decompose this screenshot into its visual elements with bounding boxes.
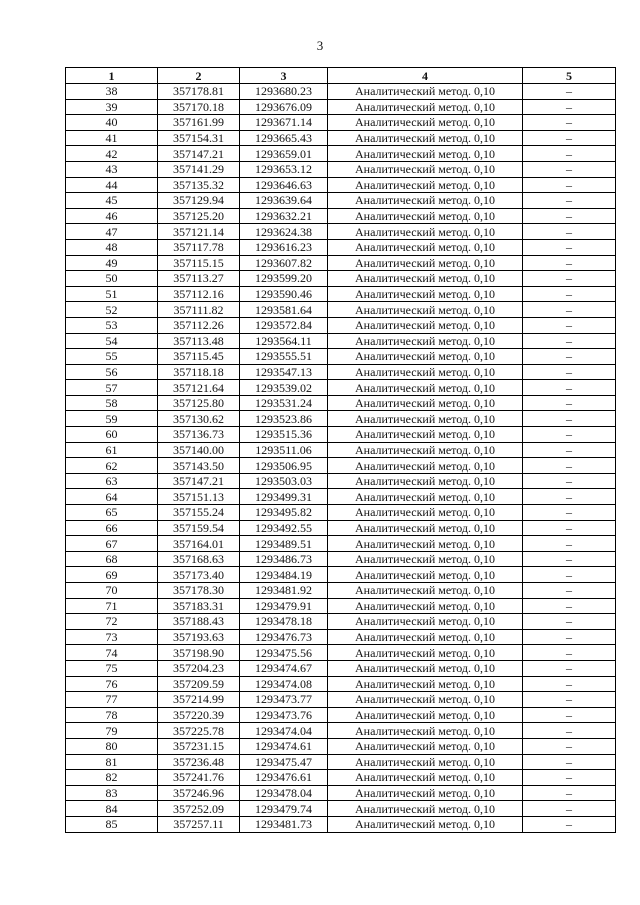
y-coordinate-cell: 1293492.55 — [240, 520, 328, 536]
note-cell: – — [523, 801, 616, 817]
method-accuracy-cell: Аналитический метод. 0,10 — [328, 130, 523, 146]
x-coordinate-cell: 357135.32 — [158, 177, 240, 193]
point-number-cell: 43 — [66, 161, 158, 177]
x-coordinate-cell: 357130.62 — [158, 411, 240, 427]
x-coordinate-cell: 357112.26 — [158, 317, 240, 333]
table-row — [66, 567, 616, 583]
point-number-cell: 52 — [66, 302, 158, 318]
y-coordinate-cell: 1293659.01 — [240, 146, 328, 162]
x-coordinate-cell: 357117.78 — [158, 239, 240, 255]
point-number-cell: 76 — [66, 676, 158, 692]
table-row — [66, 676, 616, 692]
method-accuracy-cell: Аналитический метод. 0,10 — [328, 458, 523, 474]
table-row — [66, 614, 616, 630]
x-coordinate-cell: 357225.78 — [158, 723, 240, 739]
x-coordinate-cell: 357204.23 — [158, 660, 240, 676]
note-cell: – — [523, 520, 616, 536]
method-accuracy-cell: Аналитический метод. 0,10 — [328, 692, 523, 708]
note-cell: – — [523, 84, 616, 100]
y-coordinate-cell: 1293676.09 — [240, 99, 328, 115]
table-row — [66, 505, 616, 521]
note-cell: – — [523, 614, 616, 630]
point-number-cell: 40 — [66, 115, 158, 131]
x-coordinate-cell: 357164.01 — [158, 536, 240, 552]
x-coordinate-cell: 357209.59 — [158, 676, 240, 692]
x-coordinate-cell: 357112.16 — [158, 286, 240, 302]
note-cell: – — [523, 333, 616, 349]
table-row — [66, 473, 616, 489]
note-cell: – — [523, 505, 616, 521]
table-row — [66, 645, 616, 661]
method-accuracy-cell: Аналитический метод. 0,10 — [328, 520, 523, 536]
note-cell: – — [523, 130, 616, 146]
x-coordinate-cell: 357220.39 — [158, 707, 240, 723]
y-coordinate-cell: 1293632.21 — [240, 208, 328, 224]
note-cell: – — [523, 723, 616, 739]
y-coordinate-cell: 1293476.73 — [240, 629, 328, 645]
x-coordinate-cell: 357154.31 — [158, 130, 240, 146]
note-cell: – — [523, 302, 616, 318]
note-cell: – — [523, 629, 616, 645]
point-number-cell: 79 — [66, 723, 158, 739]
y-coordinate-cell: 1293515.36 — [240, 427, 328, 443]
x-coordinate-cell: 357125.20 — [158, 208, 240, 224]
table-row — [66, 692, 616, 708]
x-coordinate-cell: 357231.15 — [158, 738, 240, 754]
note-cell: – — [523, 785, 616, 801]
y-coordinate-cell: 1293671.14 — [240, 115, 328, 131]
x-coordinate-cell: 357113.48 — [158, 333, 240, 349]
x-coordinate-cell: 357147.21 — [158, 146, 240, 162]
point-number-cell: 59 — [66, 411, 158, 427]
method-accuracy-cell: Аналитический метод. 0,10 — [328, 754, 523, 770]
method-accuracy-cell: Аналитический метод. 0,10 — [328, 224, 523, 240]
x-coordinate-cell: 357143.50 — [158, 458, 240, 474]
point-number-cell: 73 — [66, 629, 158, 645]
point-number-cell: 84 — [66, 801, 158, 817]
method-accuracy-cell: Аналитический метод. 0,10 — [328, 302, 523, 318]
method-accuracy-cell: Аналитический метод. 0,10 — [328, 473, 523, 489]
x-coordinate-cell: 357147.21 — [158, 473, 240, 489]
method-accuracy-cell: Аналитический метод. 0,10 — [328, 645, 523, 661]
method-accuracy-cell: Аналитический метод. 0,10 — [328, 442, 523, 458]
table-row — [66, 271, 616, 287]
method-accuracy-cell: Аналитический метод. 0,10 — [328, 239, 523, 255]
y-coordinate-cell: 1293653.12 — [240, 161, 328, 177]
method-accuracy-cell: Аналитический метод. 0,10 — [328, 411, 523, 427]
x-coordinate-cell: 357125.80 — [158, 395, 240, 411]
note-cell: – — [523, 489, 616, 505]
table-row — [66, 816, 616, 832]
table-row — [66, 302, 616, 318]
note-cell: – — [523, 380, 616, 396]
y-coordinate-cell: 1293478.18 — [240, 614, 328, 630]
x-coordinate-cell: 357118.18 — [158, 364, 240, 380]
table-row — [66, 770, 616, 786]
x-coordinate-cell: 357214.99 — [158, 692, 240, 708]
method-accuracy-cell: Аналитический метод. 0,10 — [328, 598, 523, 614]
note-cell: – — [523, 177, 616, 193]
method-accuracy-cell: Аналитический метод. 0,10 — [328, 723, 523, 739]
method-accuracy-cell: Аналитический метод. 0,10 — [328, 286, 523, 302]
point-number-cell: 39 — [66, 99, 158, 115]
method-accuracy-cell: Аналитический метод. 0,10 — [328, 380, 523, 396]
method-accuracy-cell: Аналитический метод. 0,10 — [328, 333, 523, 349]
y-coordinate-cell: 1293624.38 — [240, 224, 328, 240]
y-coordinate-cell: 1293639.64 — [240, 193, 328, 209]
note-cell: – — [523, 286, 616, 302]
point-number-cell: 81 — [66, 754, 158, 770]
y-coordinate-cell: 1293495.82 — [240, 505, 328, 521]
method-accuracy-cell: Аналитический метод. 0,10 — [328, 660, 523, 676]
table-row — [66, 115, 616, 131]
y-coordinate-cell: 1293564.11 — [240, 333, 328, 349]
note-cell: – — [523, 224, 616, 240]
method-accuracy-cell: Аналитический метод. 0,10 — [328, 364, 523, 380]
note-cell: – — [523, 146, 616, 162]
y-coordinate-cell: 1293489.51 — [240, 536, 328, 552]
y-coordinate-cell: 1293680.23 — [240, 84, 328, 100]
y-coordinate-cell: 1293531.24 — [240, 395, 328, 411]
note-cell: – — [523, 255, 616, 271]
point-number-cell: 71 — [66, 598, 158, 614]
point-number-cell: 48 — [66, 239, 158, 255]
y-coordinate-cell: 1293481.73 — [240, 816, 328, 832]
note-cell: – — [523, 239, 616, 255]
point-number-cell: 65 — [66, 505, 158, 521]
table-row — [66, 411, 616, 427]
page-number: 3 — [316, 38, 324, 53]
table-row — [66, 224, 616, 240]
point-number-cell: 54 — [66, 333, 158, 349]
note-cell: – — [523, 364, 616, 380]
x-coordinate-cell: 357257.11 — [158, 816, 240, 832]
table-row — [66, 442, 616, 458]
x-coordinate-cell: 357115.15 — [158, 255, 240, 271]
y-coordinate-cell: 1293478.04 — [240, 785, 328, 801]
method-accuracy-cell: Аналитический метод. 0,10 — [328, 489, 523, 505]
method-accuracy-cell: Аналитический метод. 0,10 — [328, 738, 523, 754]
y-coordinate-cell: 1293475.56 — [240, 645, 328, 661]
table-row — [66, 193, 616, 209]
method-accuracy-cell: Аналитический метод. 0,10 — [328, 317, 523, 333]
column-header: 2 — [158, 68, 240, 84]
y-coordinate-cell: 1293590.46 — [240, 286, 328, 302]
table-row — [66, 754, 616, 770]
table-row — [66, 99, 616, 115]
method-accuracy-cell: Аналитический метод. 0,10 — [328, 770, 523, 786]
table-row — [66, 255, 616, 271]
method-accuracy-cell: Аналитический метод. 0,10 — [328, 161, 523, 177]
note-cell: – — [523, 770, 616, 786]
method-accuracy-cell: Аналитический метод. 0,10 — [328, 583, 523, 599]
x-coordinate-cell: 357170.18 — [158, 99, 240, 115]
table-row — [66, 380, 616, 396]
point-number-cell: 68 — [66, 551, 158, 567]
method-accuracy-cell: Аналитический метод. 0,10 — [328, 551, 523, 567]
note-cell: – — [523, 473, 616, 489]
note-cell: – — [523, 551, 616, 567]
y-coordinate-cell: 1293523.86 — [240, 411, 328, 427]
point-number-cell: 77 — [66, 692, 158, 708]
note-cell: – — [523, 567, 616, 583]
table-row — [66, 660, 616, 676]
y-coordinate-cell: 1293547.13 — [240, 364, 328, 380]
note-cell: – — [523, 458, 616, 474]
y-coordinate-cell: 1293474.67 — [240, 660, 328, 676]
method-accuracy-cell: Аналитический метод. 0,10 — [328, 816, 523, 832]
note-cell: – — [523, 427, 616, 443]
x-coordinate-cell: 357252.09 — [158, 801, 240, 817]
y-coordinate-cell: 1293486.73 — [240, 551, 328, 567]
point-number-cell: 50 — [66, 271, 158, 287]
table-row — [66, 208, 616, 224]
x-coordinate-cell: 357241.76 — [158, 770, 240, 786]
note-cell: – — [523, 161, 616, 177]
table-row — [66, 177, 616, 193]
point-number-cell: 62 — [66, 458, 158, 474]
point-number-cell: 70 — [66, 583, 158, 599]
note-cell: – — [523, 99, 616, 115]
table-row — [66, 551, 616, 567]
point-number-cell: 46 — [66, 208, 158, 224]
method-accuracy-cell: Аналитический метод. 0,10 — [328, 99, 523, 115]
note-cell: – — [523, 707, 616, 723]
point-number-cell: 67 — [66, 536, 158, 552]
note-cell: – — [523, 754, 616, 770]
x-coordinate-cell: 357121.64 — [158, 380, 240, 396]
table-row — [66, 146, 616, 162]
point-number-cell: 57 — [66, 380, 158, 396]
method-accuracy-cell: Аналитический метод. 0,10 — [328, 707, 523, 723]
table-row — [66, 458, 616, 474]
table-row — [66, 629, 616, 645]
table-row — [66, 785, 616, 801]
x-coordinate-cell: 357193.63 — [158, 629, 240, 645]
x-coordinate-cell: 357115.45 — [158, 349, 240, 365]
y-coordinate-cell: 1293475.47 — [240, 754, 328, 770]
y-coordinate-cell: 1293581.64 — [240, 302, 328, 318]
note-cell: – — [523, 411, 616, 427]
method-accuracy-cell: Аналитический метод. 0,10 — [328, 676, 523, 692]
table-row — [66, 723, 616, 739]
note-cell: – — [523, 692, 616, 708]
point-number-cell: 80 — [66, 738, 158, 754]
note-cell: – — [523, 115, 616, 131]
method-accuracy-cell: Аналитический метод. 0,10 — [328, 146, 523, 162]
table-row — [66, 801, 616, 817]
y-coordinate-cell: 1293481.92 — [240, 583, 328, 599]
point-number-cell: 58 — [66, 395, 158, 411]
point-number-cell: 82 — [66, 770, 158, 786]
method-accuracy-cell: Аналитический метод. 0,10 — [328, 427, 523, 443]
point-number-cell: 63 — [66, 473, 158, 489]
table-row — [66, 489, 616, 505]
method-accuracy-cell: Аналитический метод. 0,10 — [328, 208, 523, 224]
table-row — [66, 520, 616, 536]
x-coordinate-cell: 357136.73 — [158, 427, 240, 443]
y-coordinate-cell: 1293484.19 — [240, 567, 328, 583]
table-row — [66, 130, 616, 146]
x-coordinate-cell: 357155.24 — [158, 505, 240, 521]
y-coordinate-cell: 1293473.76 — [240, 707, 328, 723]
y-coordinate-cell: 1293572.84 — [240, 317, 328, 333]
table-row — [66, 364, 616, 380]
method-accuracy-cell: Аналитический метод. 0,10 — [328, 271, 523, 287]
y-coordinate-cell: 1293476.61 — [240, 770, 328, 786]
point-number-cell: 53 — [66, 317, 158, 333]
point-number-cell: 47 — [66, 224, 158, 240]
y-coordinate-cell: 1293555.51 — [240, 349, 328, 365]
y-coordinate-cell: 1293506.95 — [240, 458, 328, 474]
x-coordinate-cell: 357121.14 — [158, 224, 240, 240]
point-number-cell: 41 — [66, 130, 158, 146]
point-number-cell: 78 — [66, 707, 158, 723]
point-number-cell: 38 — [66, 84, 158, 100]
note-cell: – — [523, 738, 616, 754]
y-coordinate-cell: 1293474.61 — [240, 738, 328, 754]
point-number-cell: 60 — [66, 427, 158, 443]
point-number-cell: 45 — [66, 193, 158, 209]
x-coordinate-cell: 357113.27 — [158, 271, 240, 287]
point-number-cell: 75 — [66, 660, 158, 676]
table-row — [66, 598, 616, 614]
point-number-cell: 44 — [66, 177, 158, 193]
method-accuracy-cell: Аналитический метод. 0,10 — [328, 567, 523, 583]
note-cell: – — [523, 271, 616, 287]
table-row — [66, 536, 616, 552]
note-cell: – — [523, 816, 616, 832]
method-accuracy-cell: Аналитический метод. 0,10 — [328, 505, 523, 521]
method-accuracy-cell: Аналитический метод. 0,10 — [328, 801, 523, 817]
note-cell: – — [523, 598, 616, 614]
method-accuracy-cell: Аналитический метод. 0,10 — [328, 785, 523, 801]
x-coordinate-cell: 357129.94 — [158, 193, 240, 209]
note-cell: – — [523, 317, 616, 333]
y-coordinate-cell: 1293607.82 — [240, 255, 328, 271]
table-body — [66, 84, 616, 833]
x-coordinate-cell: 357188.43 — [158, 614, 240, 630]
point-number-cell: 72 — [66, 614, 158, 630]
x-coordinate-cell: 357198.90 — [158, 645, 240, 661]
table-row — [66, 161, 616, 177]
table-row — [66, 286, 616, 302]
y-coordinate-cell: 1293473.77 — [240, 692, 328, 708]
note-cell: – — [523, 660, 616, 676]
note-cell: – — [523, 645, 616, 661]
y-coordinate-cell: 1293503.03 — [240, 473, 328, 489]
point-number-cell: 83 — [66, 785, 158, 801]
note-cell: – — [523, 193, 616, 209]
x-coordinate-cell: 357151.13 — [158, 489, 240, 505]
point-number-cell: 49 — [66, 255, 158, 271]
x-coordinate-cell: 357236.48 — [158, 754, 240, 770]
point-number-cell: 55 — [66, 349, 158, 365]
column-header: 3 — [240, 68, 328, 84]
table-row — [66, 395, 616, 411]
note-cell: – — [523, 536, 616, 552]
point-number-cell: 56 — [66, 364, 158, 380]
method-accuracy-cell: Аналитический метод. 0,10 — [328, 84, 523, 100]
y-coordinate-cell: 1293646.63 — [240, 177, 328, 193]
x-coordinate-cell: 357178.30 — [158, 583, 240, 599]
y-coordinate-cell: 1293474.04 — [240, 723, 328, 739]
column-header: 1 — [66, 68, 158, 84]
note-cell: – — [523, 395, 616, 411]
table-row — [66, 84, 616, 100]
x-coordinate-cell: 357159.54 — [158, 520, 240, 536]
method-accuracy-cell: Аналитический метод. 0,10 — [328, 614, 523, 630]
note-cell: – — [523, 349, 616, 365]
table-row — [66, 349, 616, 365]
y-coordinate-cell: 1293499.31 — [240, 489, 328, 505]
x-coordinate-cell: 357140.00 — [158, 442, 240, 458]
point-number-cell: 66 — [66, 520, 158, 536]
table-row — [66, 707, 616, 723]
y-coordinate-cell: 1293479.74 — [240, 801, 328, 817]
method-accuracy-cell: Аналитический метод. 0,10 — [328, 629, 523, 645]
column-header: 5 — [523, 68, 616, 84]
table-row — [66, 239, 616, 255]
method-accuracy-cell: Аналитический метод. 0,10 — [328, 193, 523, 209]
y-coordinate-cell: 1293511.06 — [240, 442, 328, 458]
x-coordinate-cell: 357178.81 — [158, 84, 240, 100]
y-coordinate-cell: 1293539.02 — [240, 380, 328, 396]
method-accuracy-cell: Аналитический метод. 0,10 — [328, 349, 523, 365]
x-coordinate-cell: 357168.63 — [158, 551, 240, 567]
method-accuracy-cell: Аналитический метод. 0,10 — [328, 255, 523, 271]
method-accuracy-cell: Аналитический метод. 0,10 — [328, 536, 523, 552]
note-cell: – — [523, 208, 616, 224]
column-header: 4 — [328, 68, 523, 84]
x-coordinate-cell: 357111.82 — [158, 302, 240, 318]
y-coordinate-cell: 1293474.08 — [240, 676, 328, 692]
y-coordinate-cell: 1293616.23 — [240, 239, 328, 255]
y-coordinate-cell: 1293665.43 — [240, 130, 328, 146]
x-coordinate-cell: 357173.40 — [158, 567, 240, 583]
point-number-cell: 42 — [66, 146, 158, 162]
note-cell: – — [523, 676, 616, 692]
x-coordinate-cell: 357161.99 — [158, 115, 240, 131]
note-cell: – — [523, 583, 616, 599]
point-number-cell: 64 — [66, 489, 158, 505]
point-number-cell: 51 — [66, 286, 158, 302]
coordinates-table — [65, 67, 616, 833]
x-coordinate-cell: 357246.96 — [158, 785, 240, 801]
point-number-cell: 61 — [66, 442, 158, 458]
y-coordinate-cell: 1293479.91 — [240, 598, 328, 614]
method-accuracy-cell: Аналитический метод. 0,10 — [328, 177, 523, 193]
note-cell: – — [523, 442, 616, 458]
table-row — [66, 738, 616, 754]
table-row — [66, 583, 616, 599]
table-row — [66, 333, 616, 349]
method-accuracy-cell: Аналитический метод. 0,10 — [328, 115, 523, 131]
table-row — [66, 317, 616, 333]
method-accuracy-cell: Аналитический метод. 0,10 — [328, 395, 523, 411]
y-coordinate-cell: 1293599.20 — [240, 271, 328, 287]
x-coordinate-cell: 357183.31 — [158, 598, 240, 614]
x-coordinate-cell: 357141.29 — [158, 161, 240, 177]
point-number-cell: 85 — [66, 816, 158, 832]
table-header-row — [66, 68, 616, 84]
point-number-cell: 74 — [66, 645, 158, 661]
table-row — [66, 427, 616, 443]
point-number-cell: 69 — [66, 567, 158, 583]
